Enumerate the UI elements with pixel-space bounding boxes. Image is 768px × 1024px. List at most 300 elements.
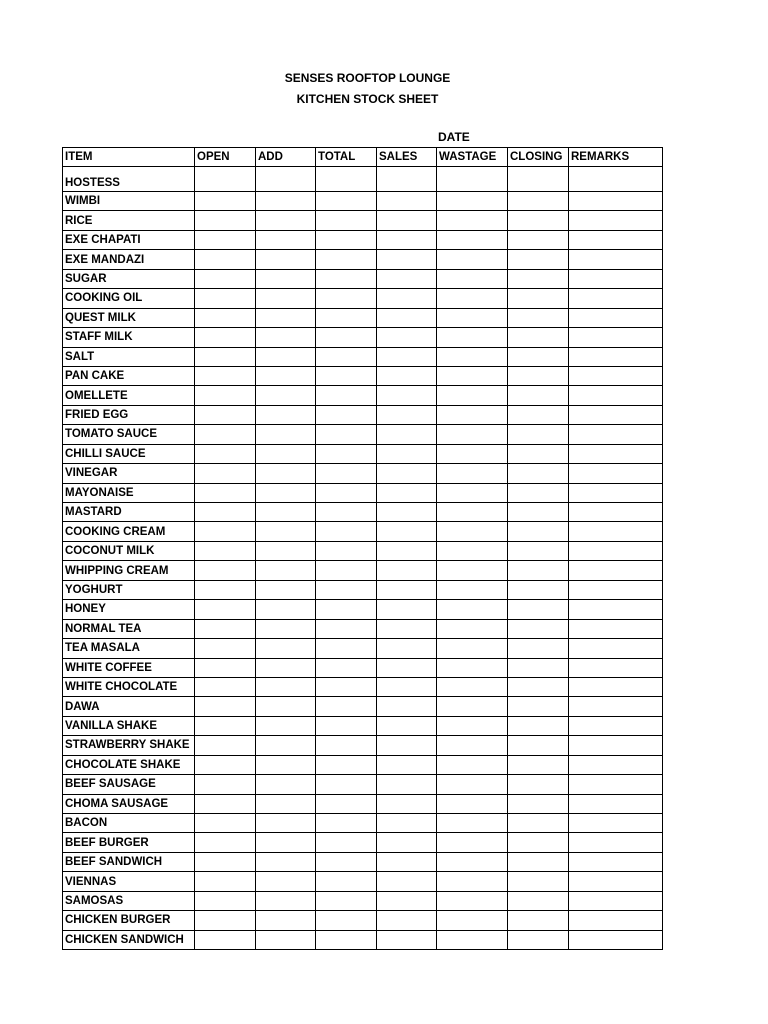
entry-cell[interactable] xyxy=(195,911,256,930)
entry-cell[interactable] xyxy=(437,308,508,327)
entry-cell[interactable] xyxy=(195,658,256,677)
entry-cell[interactable] xyxy=(377,658,437,677)
entry-cell[interactable] xyxy=(316,911,377,930)
entry-cell[interactable] xyxy=(377,677,437,696)
entry-cell[interactable] xyxy=(316,192,377,211)
entry-cell[interactable] xyxy=(316,697,377,716)
entry-cell[interactable] xyxy=(316,755,377,774)
entry-cell[interactable] xyxy=(256,230,316,249)
entry-cell[interactable] xyxy=(256,755,316,774)
entry-cell[interactable] xyxy=(508,230,569,249)
entry-cell[interactable] xyxy=(569,619,663,638)
entry-cell[interactable] xyxy=(437,658,508,677)
entry-cell[interactable] xyxy=(508,736,569,755)
entry-cell[interactable] xyxy=(377,716,437,735)
entry-cell[interactable] xyxy=(437,872,508,891)
entry-cell[interactable] xyxy=(508,405,569,424)
entry-cell[interactable] xyxy=(508,167,569,192)
entry-cell[interactable] xyxy=(569,775,663,794)
entry-cell[interactable] xyxy=(508,930,569,949)
entry-cell[interactable] xyxy=(195,328,256,347)
entry-cell[interactable] xyxy=(437,522,508,541)
entry-cell[interactable] xyxy=(256,464,316,483)
entry-cell[interactable] xyxy=(195,522,256,541)
entry-cell[interactable] xyxy=(195,755,256,774)
entry-cell[interactable] xyxy=(437,250,508,269)
entry-cell[interactable] xyxy=(377,269,437,288)
entry-cell[interactable] xyxy=(377,386,437,405)
entry-cell[interactable] xyxy=(195,677,256,696)
entry-cell[interactable] xyxy=(256,658,316,677)
entry-cell[interactable] xyxy=(508,211,569,230)
table-row xyxy=(63,405,663,424)
entry-cell[interactable] xyxy=(437,639,508,658)
entry-cell[interactable] xyxy=(508,716,569,735)
entry-cell[interactable] xyxy=(256,192,316,211)
entry-cell[interactable] xyxy=(195,697,256,716)
entry-cell[interactable] xyxy=(256,483,316,502)
entry-cell[interactable] xyxy=(508,464,569,483)
entry-cell[interactable] xyxy=(377,347,437,366)
entry-cell[interactable] xyxy=(569,580,663,599)
entry-cell[interactable] xyxy=(569,347,663,366)
entry-cell[interactable] xyxy=(256,775,316,794)
entry-cell[interactable] xyxy=(195,192,256,211)
entry-cell[interactable] xyxy=(377,930,437,949)
entry-cell[interactable] xyxy=(195,930,256,949)
entry-cell[interactable] xyxy=(508,639,569,658)
entry-cell[interactable] xyxy=(508,250,569,269)
entry-cell[interactable] xyxy=(195,289,256,308)
entry-cell[interactable] xyxy=(508,619,569,638)
entry-cell[interactable] xyxy=(316,211,377,230)
entry-cell[interactable] xyxy=(195,852,256,871)
entry-cell[interactable] xyxy=(377,483,437,502)
item-name-cell: SUGAR xyxy=(63,269,195,288)
entry-cell[interactable] xyxy=(508,503,569,522)
entry-cell[interactable] xyxy=(569,736,663,755)
entry-cell[interactable] xyxy=(508,444,569,463)
item-name-cell: CHOMA SAUSAGE xyxy=(63,794,195,813)
entry-cell[interactable] xyxy=(569,211,663,230)
entry-cell[interactable] xyxy=(256,167,316,192)
entry-cell[interactable] xyxy=(377,503,437,522)
entry-cell[interactable] xyxy=(437,405,508,424)
entry-cell[interactable] xyxy=(195,444,256,463)
entry-cell[interactable] xyxy=(508,425,569,444)
entry-cell[interactable] xyxy=(508,697,569,716)
entry-cell[interactable] xyxy=(195,250,256,269)
entry-cell[interactable] xyxy=(316,167,377,192)
entry-cell[interactable] xyxy=(256,328,316,347)
entry-cell[interactable] xyxy=(437,425,508,444)
item-name-cell: HONEY xyxy=(63,600,195,619)
entry-cell[interactable] xyxy=(256,600,316,619)
entry-cell[interactable] xyxy=(437,697,508,716)
entry-cell[interactable] xyxy=(195,503,256,522)
entry-cell[interactable] xyxy=(569,561,663,580)
entry-cell[interactable] xyxy=(569,911,663,930)
entry-cell[interactable] xyxy=(256,561,316,580)
table-row xyxy=(63,211,663,230)
entry-cell[interactable] xyxy=(256,386,316,405)
entry-cell[interactable] xyxy=(437,891,508,910)
entry-cell[interactable] xyxy=(508,755,569,774)
entry-cell[interactable] xyxy=(437,600,508,619)
entry-cell[interactable] xyxy=(569,503,663,522)
entry-cell[interactable] xyxy=(316,677,377,696)
entry-cell[interactable] xyxy=(569,677,663,696)
entry-cell[interactable] xyxy=(195,347,256,366)
entry-cell[interactable] xyxy=(377,250,437,269)
entry-cell[interactable] xyxy=(316,503,377,522)
entry-cell[interactable] xyxy=(569,328,663,347)
entry-cell[interactable] xyxy=(569,833,663,852)
entry-cell[interactable] xyxy=(508,677,569,696)
entry-cell[interactable] xyxy=(195,619,256,638)
entry-cell[interactable] xyxy=(316,639,377,658)
entry-cell[interactable] xyxy=(377,444,437,463)
entry-cell[interactable] xyxy=(508,911,569,930)
entry-cell[interactable] xyxy=(437,503,508,522)
entry-cell[interactable] xyxy=(508,794,569,813)
entry-cell[interactable] xyxy=(377,405,437,424)
entry-cell[interactable] xyxy=(508,366,569,385)
entry-cell[interactable] xyxy=(569,269,663,288)
entry-cell[interactable] xyxy=(195,891,256,910)
entry-cell[interactable] xyxy=(256,250,316,269)
entry-cell[interactable] xyxy=(256,580,316,599)
entry-cell[interactable] xyxy=(195,167,256,192)
entry-cell[interactable] xyxy=(437,930,508,949)
entry-cell[interactable] xyxy=(195,541,256,560)
entry-cell[interactable] xyxy=(569,167,663,192)
entry-cell[interactable] xyxy=(195,230,256,249)
entry-cell[interactable] xyxy=(377,911,437,930)
item-name-cell: PAN CAKE xyxy=(63,366,195,385)
entry-cell[interactable] xyxy=(377,230,437,249)
entry-cell[interactable] xyxy=(377,639,437,658)
entry-cell[interactable] xyxy=(195,405,256,424)
entry-cell[interactable] xyxy=(437,814,508,833)
table-row xyxy=(63,658,663,677)
entry-cell[interactable] xyxy=(316,930,377,949)
sheet-subtitle: KITCHEN STOCK SHEET xyxy=(296,92,439,106)
entry-cell[interactable] xyxy=(377,755,437,774)
entry-cell[interactable] xyxy=(256,211,316,230)
entry-cell[interactable] xyxy=(377,425,437,444)
entry-cell[interactable] xyxy=(508,775,569,794)
entry-cell[interactable] xyxy=(377,619,437,638)
entry-cell[interactable] xyxy=(437,192,508,211)
entry-cell[interactable] xyxy=(316,736,377,755)
entry-cell[interactable] xyxy=(569,716,663,735)
entry-cell[interactable] xyxy=(377,308,437,327)
item-name-cell: COOKING OIL xyxy=(63,289,195,308)
entry-cell[interactable] xyxy=(316,852,377,871)
entry-cell[interactable] xyxy=(437,911,508,930)
entry-cell[interactable] xyxy=(508,852,569,871)
entry-cell[interactable] xyxy=(508,522,569,541)
entry-cell[interactable] xyxy=(256,930,316,949)
entry-cell[interactable] xyxy=(195,716,256,735)
entry-cell[interactable] xyxy=(256,677,316,696)
entry-cell[interactable] xyxy=(508,308,569,327)
entry-cell[interactable] xyxy=(437,386,508,405)
entry-cell[interactable] xyxy=(437,619,508,638)
entry-cell[interactable] xyxy=(377,872,437,891)
entry-cell[interactable] xyxy=(316,250,377,269)
entry-cell[interactable] xyxy=(437,541,508,560)
entry-cell[interactable] xyxy=(256,308,316,327)
entry-cell[interactable] xyxy=(195,464,256,483)
entry-cell[interactable] xyxy=(437,289,508,308)
entry-cell[interactable] xyxy=(316,464,377,483)
entry-cell[interactable] xyxy=(508,192,569,211)
entry-cell[interactable] xyxy=(377,580,437,599)
entry-cell[interactable] xyxy=(569,600,663,619)
entry-cell[interactable] xyxy=(316,405,377,424)
entry-cell[interactable] xyxy=(316,289,377,308)
entry-cell[interactable] xyxy=(195,833,256,852)
entry-cell[interactable] xyxy=(437,366,508,385)
entry-cell[interactable] xyxy=(195,736,256,755)
entry-cell[interactable] xyxy=(508,289,569,308)
entry-cell[interactable] xyxy=(195,211,256,230)
entry-cell[interactable] xyxy=(569,891,663,910)
entry-cell[interactable] xyxy=(377,192,437,211)
entry-cell[interactable] xyxy=(256,872,316,891)
entry-cell[interactable] xyxy=(377,541,437,560)
table-row xyxy=(63,328,663,347)
entry-cell[interactable] xyxy=(195,386,256,405)
entry-cell[interactable] xyxy=(195,425,256,444)
entry-cell[interactable] xyxy=(195,814,256,833)
entry-cell[interactable] xyxy=(437,755,508,774)
entry-cell[interactable] xyxy=(256,405,316,424)
entry-cell[interactable] xyxy=(569,250,663,269)
entry-cell[interactable] xyxy=(377,366,437,385)
entry-cell[interactable] xyxy=(316,347,377,366)
entry-cell[interactable] xyxy=(508,483,569,502)
entry-cell[interactable] xyxy=(256,697,316,716)
entry-cell[interactable] xyxy=(316,794,377,813)
entry-cell[interactable] xyxy=(377,328,437,347)
entry-cell[interactable] xyxy=(437,794,508,813)
entry-cell[interactable] xyxy=(437,775,508,794)
entry-cell[interactable] xyxy=(437,269,508,288)
entry-cell[interactable] xyxy=(569,425,663,444)
entry-cell[interactable] xyxy=(316,444,377,463)
entry-cell[interactable] xyxy=(569,697,663,716)
entry-cell[interactable] xyxy=(256,639,316,658)
entry-cell[interactable] xyxy=(508,891,569,910)
entry-cell[interactable] xyxy=(256,619,316,638)
entry-cell[interactable] xyxy=(508,269,569,288)
entry-cell[interactable] xyxy=(508,347,569,366)
entry-cell[interactable] xyxy=(437,167,508,192)
entry-cell[interactable] xyxy=(437,347,508,366)
entry-cell[interactable] xyxy=(569,930,663,949)
entry-cell[interactable] xyxy=(569,289,663,308)
entry-cell[interactable] xyxy=(437,483,508,502)
entry-cell[interactable] xyxy=(316,425,377,444)
entry-cell[interactable] xyxy=(316,775,377,794)
entry-cell[interactable] xyxy=(377,736,437,755)
entry-cell[interactable] xyxy=(256,852,316,871)
entry-cell[interactable] xyxy=(195,872,256,891)
column-header: REMARKS xyxy=(569,148,663,167)
entry-cell[interactable] xyxy=(377,697,437,716)
entry-cell[interactable] xyxy=(569,230,663,249)
entry-cell[interactable] xyxy=(377,891,437,910)
entry-cell[interactable] xyxy=(316,580,377,599)
entry-cell[interactable] xyxy=(316,269,377,288)
entry-cell[interactable] xyxy=(437,833,508,852)
entry-cell[interactable] xyxy=(195,366,256,385)
sheet-title: SENSES ROOFTOP LOUNGE xyxy=(284,71,451,85)
entry-cell[interactable] xyxy=(195,308,256,327)
entry-cell[interactable] xyxy=(377,522,437,541)
entry-cell[interactable] xyxy=(569,522,663,541)
entry-cell[interactable] xyxy=(569,852,663,871)
entry-cell[interactable] xyxy=(569,658,663,677)
header-row xyxy=(63,148,663,167)
entry-cell[interactable] xyxy=(569,386,663,405)
entry-cell[interactable] xyxy=(437,677,508,696)
entry-cell[interactable] xyxy=(195,483,256,502)
entry-cell[interactable] xyxy=(508,580,569,599)
table-row xyxy=(63,269,663,288)
entry-cell[interactable] xyxy=(377,814,437,833)
date-label: DATE xyxy=(438,130,470,144)
entry-cell[interactable] xyxy=(316,833,377,852)
entry-cell[interactable] xyxy=(437,716,508,735)
entry-cell[interactable] xyxy=(569,794,663,813)
entry-cell[interactable] xyxy=(256,522,316,541)
table-row xyxy=(63,697,663,716)
entry-cell[interactable] xyxy=(569,814,663,833)
entry-cell[interactable] xyxy=(508,872,569,891)
entry-cell[interactable] xyxy=(508,833,569,852)
entry-cell[interactable] xyxy=(256,833,316,852)
entry-cell[interactable] xyxy=(377,167,437,192)
entry-cell[interactable] xyxy=(377,794,437,813)
entry-cell[interactable] xyxy=(569,872,663,891)
entry-cell[interactable] xyxy=(508,658,569,677)
entry-cell[interactable] xyxy=(437,561,508,580)
entry-cell[interactable] xyxy=(316,366,377,385)
entry-cell[interactable] xyxy=(195,580,256,599)
entry-cell[interactable] xyxy=(437,328,508,347)
entry-cell[interactable] xyxy=(256,503,316,522)
entry-cell[interactable] xyxy=(377,600,437,619)
entry-cell[interactable] xyxy=(256,366,316,385)
entry-cell[interactable] xyxy=(508,814,569,833)
entry-cell[interactable] xyxy=(316,230,377,249)
entry-cell[interactable] xyxy=(256,289,316,308)
entry-cell[interactable] xyxy=(508,600,569,619)
entry-cell[interactable] xyxy=(569,192,663,211)
entry-cell[interactable] xyxy=(316,658,377,677)
entry-cell[interactable] xyxy=(256,736,316,755)
entry-cell[interactable] xyxy=(316,619,377,638)
entry-cell[interactable] xyxy=(569,755,663,774)
entry-cell[interactable] xyxy=(437,211,508,230)
entry-cell[interactable] xyxy=(316,522,377,541)
entry-cell[interactable] xyxy=(569,405,663,424)
entry-cell[interactable] xyxy=(437,736,508,755)
entry-cell[interactable] xyxy=(256,814,316,833)
entry-cell[interactable] xyxy=(256,716,316,735)
entry-cell[interactable] xyxy=(316,814,377,833)
entry-cell[interactable] xyxy=(437,852,508,871)
entry-cell[interactable] xyxy=(377,852,437,871)
entry-cell[interactable] xyxy=(316,600,377,619)
entry-cell[interactable] xyxy=(377,775,437,794)
entry-cell[interactable] xyxy=(377,289,437,308)
entry-cell[interactable] xyxy=(437,464,508,483)
entry-cell[interactable] xyxy=(256,347,316,366)
entry-cell[interactable] xyxy=(256,269,316,288)
entry-cell[interactable] xyxy=(195,600,256,619)
entry-cell[interactable] xyxy=(316,716,377,735)
entry-cell[interactable] xyxy=(377,833,437,852)
item-name-cell: WHITE COFFEE xyxy=(63,658,195,677)
entry-cell[interactable] xyxy=(316,872,377,891)
entry-cell[interactable] xyxy=(569,308,663,327)
entry-cell[interactable] xyxy=(316,386,377,405)
entry-cell[interactable] xyxy=(316,328,377,347)
entry-cell[interactable] xyxy=(377,211,437,230)
entry-cell[interactable] xyxy=(569,639,663,658)
entry-cell[interactable] xyxy=(569,444,663,463)
entry-cell[interactable] xyxy=(316,483,377,502)
entry-cell[interactable] xyxy=(195,794,256,813)
entry-cell[interactable] xyxy=(569,464,663,483)
stock-table xyxy=(62,147,663,950)
entry-cell[interactable] xyxy=(569,541,663,560)
entry-cell[interactable] xyxy=(377,464,437,483)
entry-cell[interactable] xyxy=(569,366,663,385)
entry-cell[interactable] xyxy=(195,269,256,288)
table-row xyxy=(63,561,663,580)
entry-cell[interactable] xyxy=(256,541,316,560)
entry-cell[interactable] xyxy=(256,891,316,910)
entry-cell[interactable] xyxy=(316,541,377,560)
entry-cell[interactable] xyxy=(256,425,316,444)
entry-cell[interactable] xyxy=(195,639,256,658)
entry-cell[interactable] xyxy=(508,541,569,560)
entry-cell[interactable] xyxy=(256,794,316,813)
entry-cell[interactable] xyxy=(508,386,569,405)
entry-cell[interactable] xyxy=(316,308,377,327)
entry-cell[interactable] xyxy=(316,891,377,910)
entry-cell[interactable] xyxy=(195,561,256,580)
entry-cell[interactable] xyxy=(508,328,569,347)
entry-cell[interactable] xyxy=(256,911,316,930)
entry-cell[interactable] xyxy=(508,561,569,580)
entry-cell[interactable] xyxy=(256,444,316,463)
entry-cell[interactable] xyxy=(569,483,663,502)
item-name-cell: WHITE CHOCOLATE xyxy=(63,677,195,696)
entry-cell[interactable] xyxy=(377,561,437,580)
entry-cell[interactable] xyxy=(437,230,508,249)
entry-cell[interactable] xyxy=(437,444,508,463)
entry-cell[interactable] xyxy=(195,775,256,794)
entry-cell[interactable] xyxy=(437,580,508,599)
entry-cell[interactable] xyxy=(316,561,377,580)
